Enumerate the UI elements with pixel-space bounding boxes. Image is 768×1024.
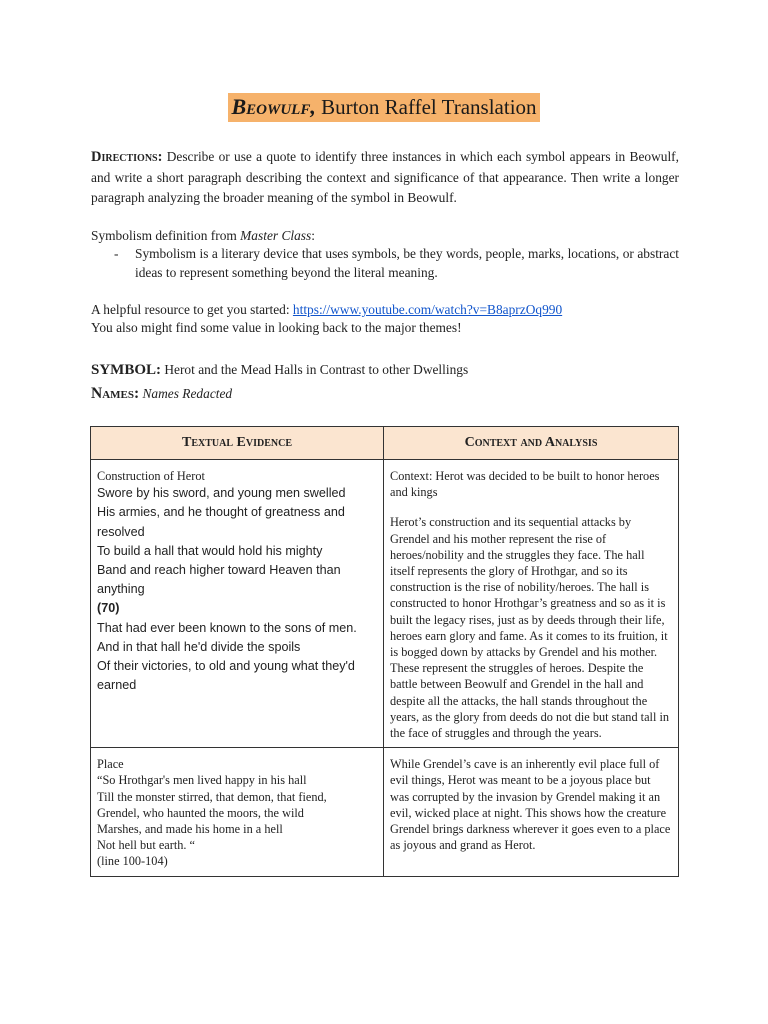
directions-paragraph [91,147,679,209]
quote-line: That had ever been known to the sons of men. [97,620,357,635]
bullet-dash: - [114,246,119,261]
definition-source: Master Class [240,228,312,243]
title-block [0,93,768,122]
analysis-paragraph: While Grendel’s cave is an inherently evil place full of evil things, Herot was meant to be a joyous place but was corrupted by the invasion by Grendel making it an evil, wicked place at night. This shows how the creature Grendel brings darkness wherever it goes even to a place as joyous and grand as Herot. [390,757,671,853]
context-text: Context: Herot was decided to be built to honor heroes and kings [390,469,660,500]
quote-line-numbered [97,599,377,637]
quote-line: Of their victories, to old and young what they'd [97,659,355,674]
quote-line: Not hell but earth. “ [97,838,196,853]
names-value: Names Redacted [142,386,233,401]
quote-line: To build a hall that would hold his mighty [97,543,323,558]
line-number: (70) [97,601,120,616]
definition-bullet [114,244,679,282]
quote-line: His armies, and he thought of greatness and resolved [97,505,345,539]
title-italic: Beowulf, [231,94,316,119]
page-title [228,93,539,122]
table-row [91,748,679,876]
quote-line: earned [97,678,137,693]
directions-label: Directions: [91,149,163,165]
youtube-link[interactable]: https://www.youtube.com/watch?v=B8aprzOq990 [292,302,563,317]
title-rest: Burton Raffel Translation [315,95,537,119]
quote-line: “So Hrothgar's men lived happy in his hall [97,773,307,788]
resource-line-2: You also might find some value in looking back to the major themes! [91,320,462,335]
header-textual-evidence: Textual Evidence [91,427,384,460]
quote-line: Swore by his sword, and young men swelled [97,486,346,501]
names-label: Names: [91,385,140,402]
evidence-cell-2 [91,748,384,876]
symbol-label: SYMBOL: [91,362,162,378]
quote-line: (line 100-104) [97,854,168,869]
table-header-row [91,427,679,460]
evidence-title-1: Construction of Herot [97,469,205,483]
evidence-quote-1 [91,484,383,701]
definition-suffix: : [311,228,315,243]
bullet-text: Symbolism is a literary device that uses symbols, be they words, people, marks, locations, or abstract ideas to represent something beyond the literal meaning. [135,246,679,280]
symbol-value: Herot and the Mead Halls in Contrast to other Dwellings [161,362,469,377]
quote-line: Place [97,757,124,772]
names-line [91,384,679,405]
table-row [91,460,679,748]
quote-line: Band and reach higher toward Heaven than anything [97,563,341,597]
analysis-paragraph: Herot’s construction and its sequential attacks by Grendel and his mother represent the rise of heroes/nobility and the struggles they face. The hall itself represents the glory of Hrothgar, and so its construction is the rise of nobility/heroes. The hall is constructed to honor Hrothgar’s greatness and so as it is built the legacy rises, just as by deeds through their life, heroes earn glory and fame. As it comes to its fruition, it is bogged down by attacks by Grendel and his mother. These represent the struggles of heroes. Despite the battle between Beowulf and Grendel in the hall and despite all the attacks, the hall stands throughout the years, as the glory from deeds do not die but stand tall in the face of struggles and through the years. [390,515,670,741]
quote-line: Grendel, who haunted the moors, the wild [97,805,304,820]
quote-line: And in that hall he'd divide the spoils [97,639,301,654]
header-context-analysis: Context and Analysis [384,427,679,460]
definition-prefix: Symbolism definition from [91,228,241,243]
quote-line: Marshes, and made his home in a hell [97,822,283,837]
evidence-quote-2 [91,748,383,875]
directions-text: Describe or use a quote to identify three instances in which each symbol appears in Beowulf, and write a short paragraph describing the context and significance of that appearance. Then write a longer paragraph analyzing the broader meaning of the symbol in Beowulf. [91,149,679,205]
evidence-cell-1 [91,460,384,748]
analysis-cell-2 [384,748,679,876]
resource-prefix: A helpful resource to get you started: [91,302,293,317]
quote-line: Till the monster stirred, that demon, that fiend, [97,789,327,804]
symbol-line [91,360,679,381]
symbol-table [90,426,679,877]
analysis-cell-1 [384,460,679,748]
analysis-text-1 [384,460,678,747]
